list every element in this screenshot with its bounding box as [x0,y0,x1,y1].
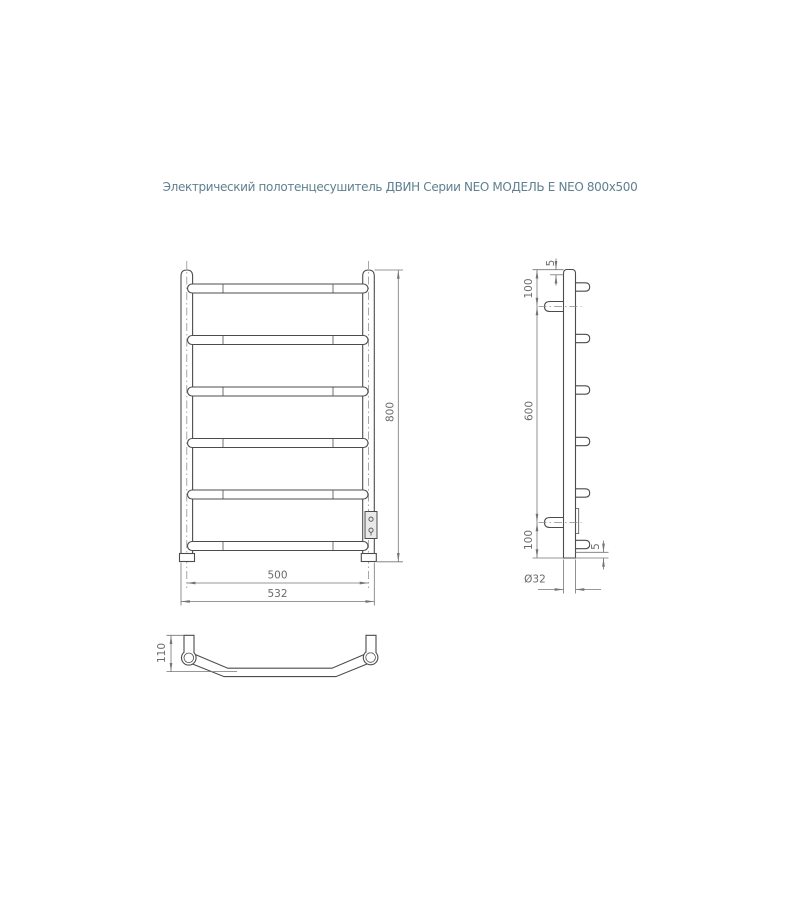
dim-label-depth: 110 [156,642,168,664]
dim-label-width-centers: 500 [267,569,288,582]
dim-widths [181,563,374,606]
bar-stub [576,386,590,394]
dim-label-bracket-from-bottom: 100 [523,529,535,551]
dim-cap-top [545,259,564,286]
bar-top-edge [196,655,364,668]
bar-bottom-edge [190,663,370,677]
bar-stub [576,283,590,291]
towel-bar [188,336,369,345]
bar-stub [576,334,590,342]
dim-label-between-brackets: 600 [523,400,536,422]
dim-label-cap-top: 5 [545,259,557,267]
towel-bar [188,439,369,448]
top-view [156,635,378,676]
towel-bar [188,284,369,293]
side-view [523,259,609,594]
towel-bar [188,542,369,551]
bar-stub [576,540,590,548]
drawing-title: Электрический полотенцесушитель ДВИН Серии NEO МОДЕЛЬ E NEO 800x500 [162,180,638,194]
bar-stub [576,437,590,445]
dim-label-width-overall: 532 [267,588,288,600]
dim-label-bracket-from-top: 100 [523,278,535,299]
dim-label-height: 800 [384,401,397,423]
left-rail-stub [184,635,194,652]
dim-tube-diameter [524,560,601,594]
bar-stub [576,489,590,497]
towel-bars [188,284,369,551]
front-view [180,261,404,606]
side-tube [564,270,576,559]
right-rail-foot [361,554,376,562]
right-rail-stub [366,635,376,652]
electric-control-box [365,512,377,539]
dim-height [375,270,404,562]
towel-bar [188,490,369,499]
towel-bar [188,387,369,396]
dim-label-cap-bottom: 5 [590,543,602,550]
dim-chain-vertical [523,270,564,558]
dim-label-tube-diameter: Ø32 [524,573,546,586]
left-rail-foot [180,554,195,562]
